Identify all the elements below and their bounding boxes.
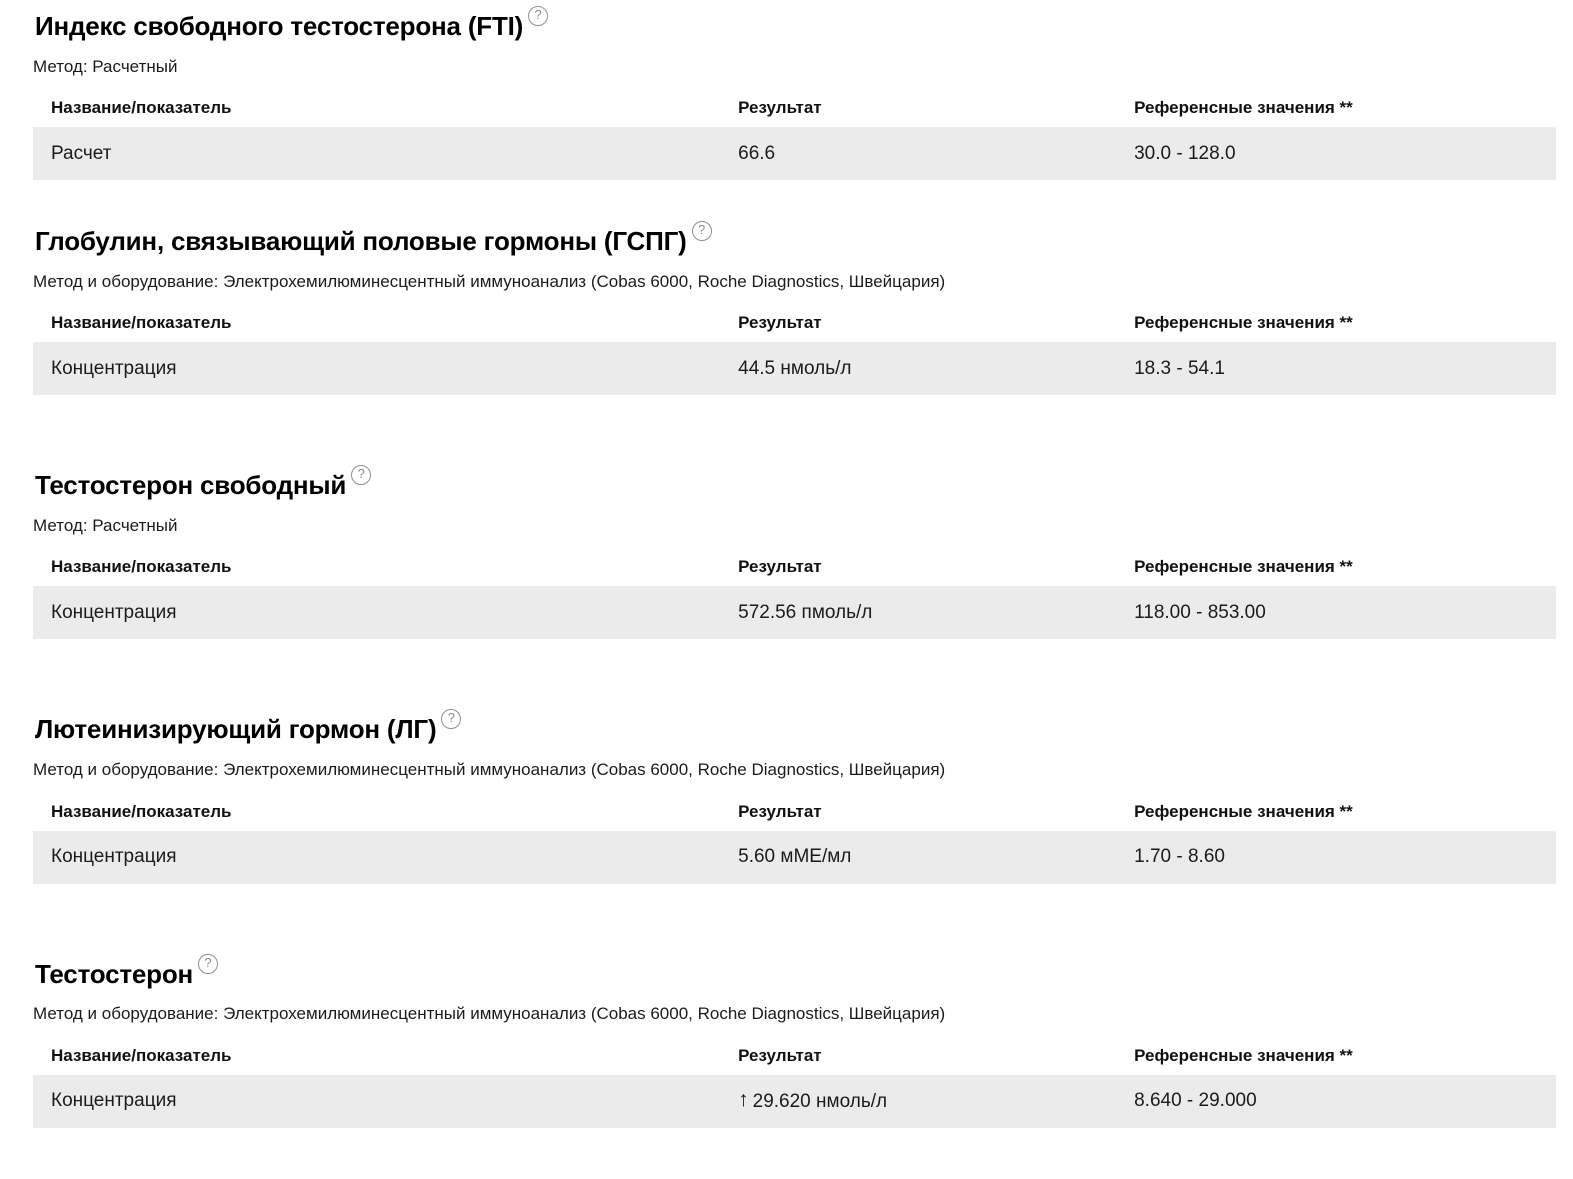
result-row <box>33 342 1556 395</box>
test-section <box>33 222 1556 395</box>
row-parameter-name: Концентрация <box>51 846 177 868</box>
method-line: Метод и оборудование: Электрохемилюминесцентный иммуноанализ (Cobas 6000, Roche Diagnostics, Швейцария) <box>33 760 946 780</box>
method-line: Метод и оборудование: Электрохемилюминесцентный иммуноанализ (Cobas 6000, Roche Diagnostics, Швейцария) <box>33 272 946 292</box>
row-result-cell <box>738 143 1134 165</box>
row-result-value: 29.620 нмоль/л <box>752 1091 888 1113</box>
column-header-result: Результат <box>738 1045 822 1065</box>
row-result-cell <box>738 602 1134 624</box>
column-header-result: Результат <box>738 313 822 333</box>
table-header-row <box>33 798 1556 831</box>
test-section <box>33 466 1556 639</box>
result-row <box>33 831 1556 884</box>
row-reference-range: 8.640 - 29.000 <box>1134 1090 1257 1112</box>
results-table <box>33 309 1556 395</box>
method-line: Метод: Расчетный <box>33 56 178 76</box>
section-heading <box>35 222 1556 257</box>
column-header-result: Результат <box>738 557 822 577</box>
results-table <box>33 798 1556 884</box>
method-line: Метод: Расчетный <box>33 516 178 536</box>
help-icon[interactable]: ? <box>351 465 371 485</box>
column-header-name: Название/показатель <box>51 557 232 577</box>
section-heading <box>35 466 1556 501</box>
help-icon[interactable]: ? <box>692 221 712 241</box>
section-heading <box>35 710 1556 745</box>
row-result-cell <box>738 358 1134 380</box>
column-header-name: Название/показатель <box>51 1045 232 1065</box>
row-parameter-name: Концентрация <box>51 357 177 379</box>
column-header-name: Название/показатель <box>51 313 232 333</box>
method-line: Метод и оборудование: Электрохемилюминесцентный иммуноанализ (Cobas 6000, Roche Diagnostics, Швейцария) <box>33 1004 946 1024</box>
section-heading <box>35 7 1556 42</box>
help-icon[interactable]: ? <box>528 6 548 26</box>
row-result-value: 5.60 мМЕ/мл <box>738 846 852 868</box>
table-header-row <box>33 1042 1556 1075</box>
table-header-row <box>33 309 1556 342</box>
column-header-name: Название/показатель <box>51 98 232 118</box>
help-icon[interactable]: ? <box>441 709 461 729</box>
section-title: Тестостерон свободный <box>35 470 347 501</box>
section-title: Лютеинизирующий гормон (ЛГ) <box>35 714 437 745</box>
help-icon[interactable]: ? <box>198 954 218 974</box>
column-header-result: Результат <box>738 98 822 118</box>
row-result-value: 44.5 нмоль/л <box>738 357 852 379</box>
column-header-result: Результат <box>738 801 822 821</box>
result-row <box>33 127 1556 180</box>
row-reference-range: 118.00 - 853.00 <box>1134 601 1266 623</box>
column-header-reference: Референсные значения ** <box>1134 1045 1353 1065</box>
row-parameter-name: Концентрация <box>51 601 177 623</box>
section-heading <box>35 954 1556 990</box>
column-header-reference: Референсные значения ** <box>1134 313 1353 333</box>
row-result-value: 572.56 пмоль/л <box>738 601 873 623</box>
row-parameter-name: Концентрация <box>51 1090 177 1112</box>
test-section <box>33 954 1556 1128</box>
column-header-reference: Референсные значения ** <box>1134 557 1353 577</box>
row-result-cell <box>738 1089 1134 1113</box>
results-table <box>33 94 1556 180</box>
table-header-row <box>33 94 1556 127</box>
result-row <box>33 586 1556 639</box>
results-table <box>33 553 1556 639</box>
results-table <box>33 1042 1556 1128</box>
section-title: Глобулин, связывающий половые гормоны (ГСПГ) <box>35 226 687 257</box>
row-result-cell <box>738 846 1134 868</box>
result-row <box>33 1075 1556 1128</box>
row-reference-range: 18.3 - 54.1 <box>1134 357 1225 379</box>
test-section <box>33 710 1556 883</box>
row-reference-range: 30.0 - 128.0 <box>1134 142 1236 164</box>
test-section <box>33 7 1556 180</box>
section-title: Тестостерон <box>35 958 194 989</box>
table-header-row <box>33 553 1556 586</box>
column-header-reference: Референсные значения ** <box>1134 801 1353 821</box>
column-header-reference: Референсные значения ** <box>1134 98 1353 118</box>
row-parameter-name: Расчет <box>51 142 112 164</box>
row-result-value: 66.6 <box>738 142 776 164</box>
row-reference-range: 1.70 - 8.60 <box>1134 846 1225 868</box>
column-header-name: Название/показатель <box>51 801 232 821</box>
sections-container <box>33 7 1556 1128</box>
section-title: Индекс свободного тестостерона (FTI) <box>35 11 524 41</box>
high-value-arrow-icon: ↑ <box>738 1088 749 1112</box>
